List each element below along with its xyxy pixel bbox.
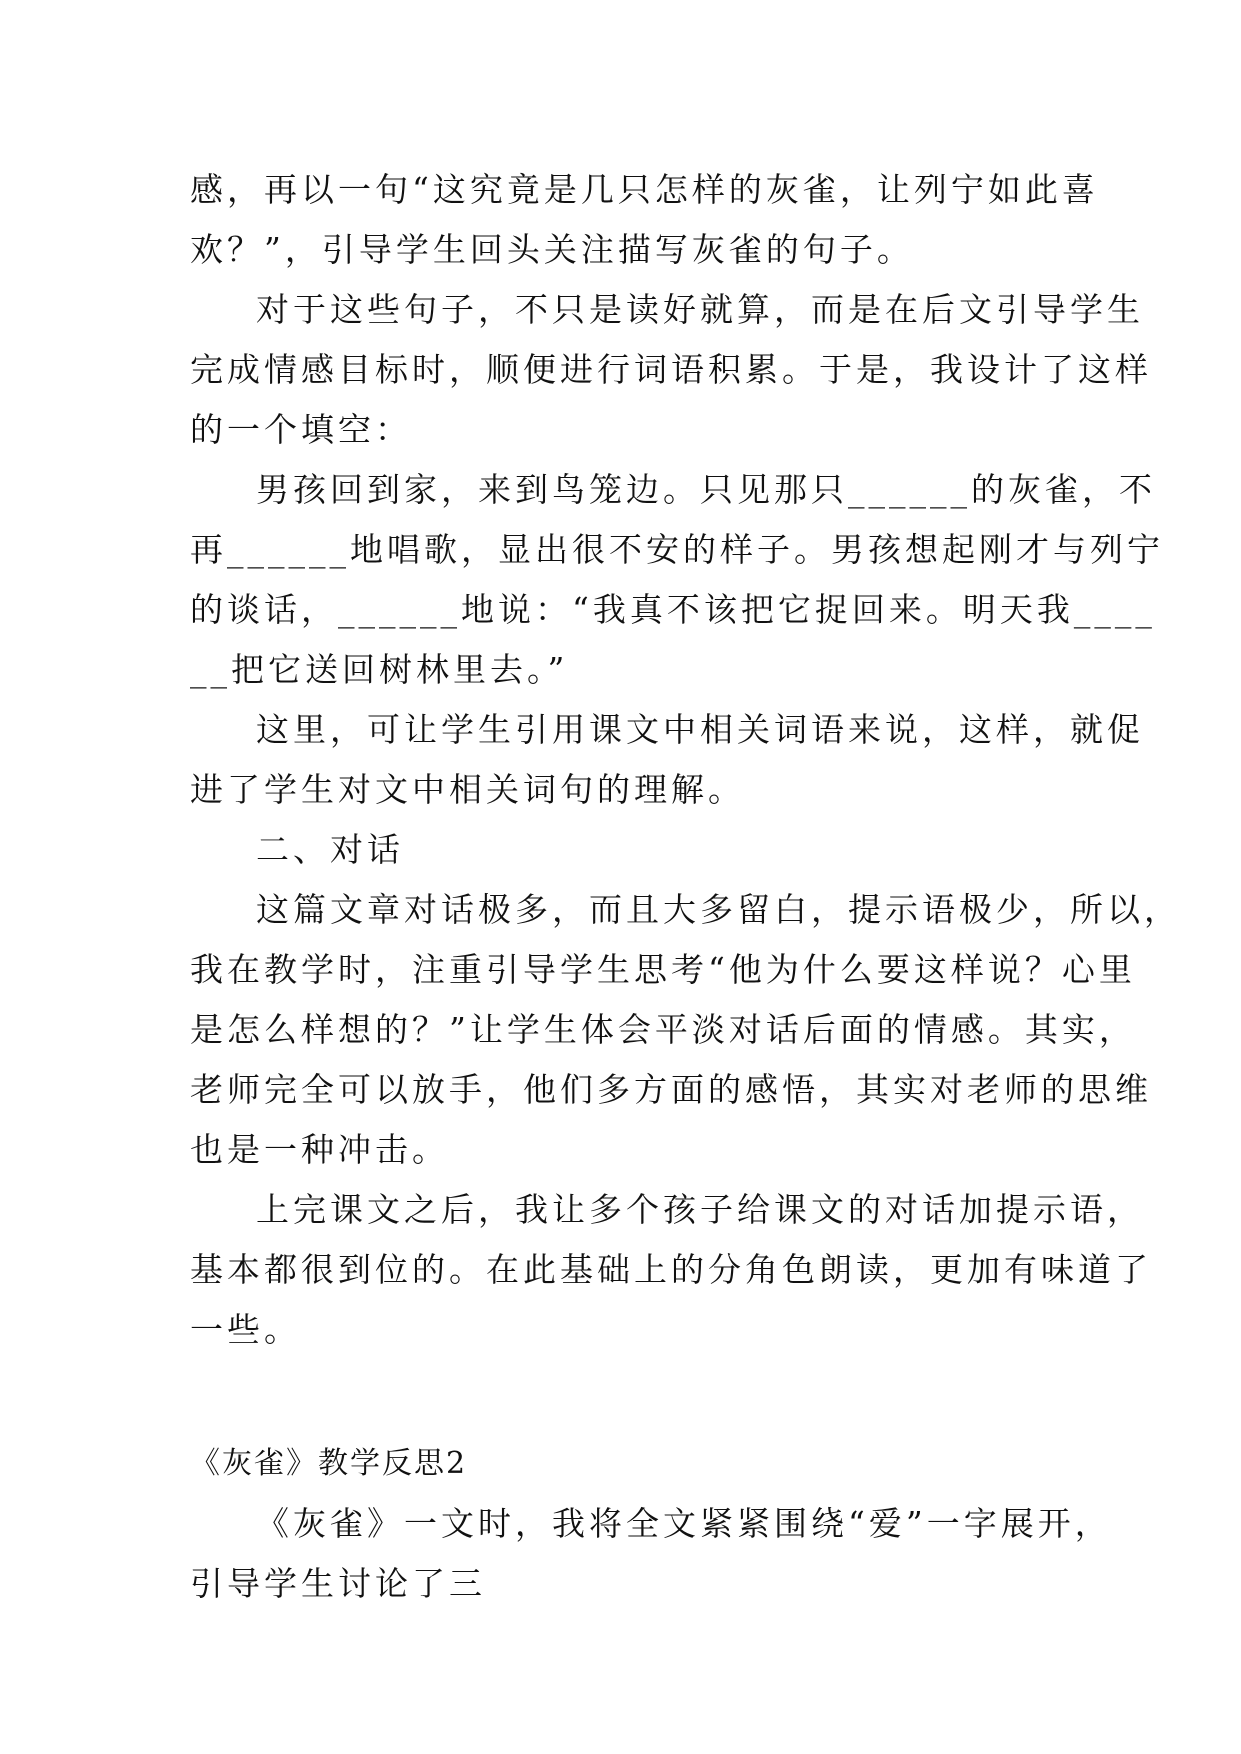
article-title: 《灰雀》教学反思2 [190,1446,468,1481]
text-line: 引导学生讨论了三 [190,1564,486,1603]
paragraph-start-line: 这里，可让学生引用课文中相关词语来说，这样，就促 [256,710,1144,749]
text-line: 一些。 [190,1310,301,1349]
document-body [190,160,1181,1614]
paragraph-start-line: 对于这些句子，不只是读好就算，而是在后文引导学生 [256,290,1144,329]
fill-in-blank-line: __把它送回树林里去。” [190,650,569,689]
fill-in-blank-line: 男孩回到家，来到鸟笼边。只见那只______的灰雀，不 [256,470,1156,509]
fill-in-blank-line: 的谈话，______地说：“我真不该把它捉回来。明天我____ [190,590,1156,629]
paragraph-start-line: 这篇文章对话极多，而且大多留白，提示语极少，所以， [256,890,1181,929]
section-heading: 二、对话 [256,830,404,869]
text-line: 的一个填空： [190,410,412,449]
text-line: 完成情感目标时，顺便进行词语积累。于是，我设计了这样 [190,350,1152,389]
text-line: 欢？”，引导学生回头关注描写灰雀的句子。 [190,230,914,269]
text-line: 也是一种冲击。 [190,1130,449,1169]
text-line: 老师完全可以放手，他们多方面的感悟，其实对老师的思维 [190,1070,1152,1109]
text-line: 是怎么样想的？”让学生体会平淡对话后面的情感。其实， [190,1010,1136,1049]
paragraph-start-line: 《灰雀》一文时，我将全文紧紧围绕“爱”一字展开， [256,1504,1112,1543]
text-line: 感，再以一句“这究竟是几只怎样的灰雀，让列宁如此喜 [190,170,1099,209]
text-line: 基本都很到位的。在此基础上的分角色朗读，更加有味道了 [190,1250,1152,1289]
text-line: 进了学生对文中相关词句的理解。 [190,770,745,809]
paragraph-start-line: 上完课文之后，我让多个孩子给课文的对话加提示语， [256,1190,1144,1229]
text-line: 我在教学时，注重引导学生思考“他为什么要这样说？心里 [190,950,1136,989]
fill-in-blank-line: 再______地唱歌，显出很不安的样子。男孩想起刚才与列宁 [190,530,1164,569]
